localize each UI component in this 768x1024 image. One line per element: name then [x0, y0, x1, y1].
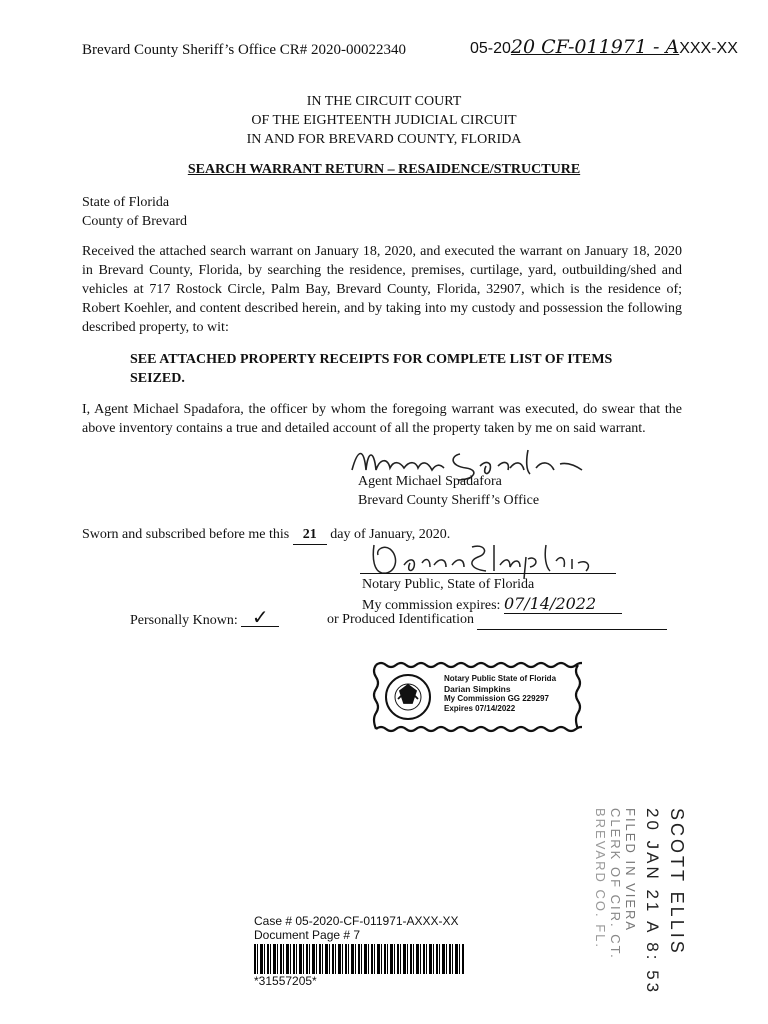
case-handwritten: 20 CF-011971 - A: [510, 36, 680, 58]
footer-page: Document Page # 7: [254, 928, 361, 942]
court-line-1: IN THE CIRCUIT COURT: [306, 94, 462, 109]
produced-id-label: or Produced Identification: [327, 612, 474, 627]
personally-known: [130, 607, 279, 630]
court-line-3: IN AND FOR BREVARD COUNTY, FLORIDA: [246, 132, 522, 147]
body-paragraph: Received the attached search warrant on January 18, 2020, and executed the warrant on January 18, 2020 in Brevard County, Florida, by searching the residence, premises, curtilage, yard, outbuilding/shed and vehicles at 717 Rostock Circle, Palm Bay, Brevard County, Florida, 32907, which is the residence of; Robert Koehler, and content described herein, and by taking into my custody and possession the following described property, to wit:: [82, 244, 682, 335]
venue-county: County of Brevard: [82, 214, 187, 229]
filed-col-5: BREVARD CO. FL.: [593, 808, 608, 950]
stamp-line-4: Expires 07/14/2022: [444, 704, 516, 713]
document-title: [0, 160, 768, 179]
see-attached-notice: SEE ATTACHED PROPERTY RECEIPTS FOR COMPLETE LIST OF ITEMS SEIZED.: [130, 352, 613, 386]
footer: [254, 914, 464, 988]
notary-commission-label: My commission expires:: [362, 598, 501, 613]
agent-block: [358, 472, 539, 510]
barcode-text: *31557205*: [254, 974, 317, 988]
filed-stamp: [567, 808, 687, 1008]
stamp-text: [444, 674, 556, 714]
court-heading: [0, 92, 768, 149]
notary-title: Notary Public, State of Florida: [362, 577, 535, 592]
court-line-2: OF THE EIGHTEENTH JUDICIAL CIRCUIT: [251, 113, 517, 128]
sworn-prefix: Sworn and subscribed before me this: [82, 527, 290, 542]
barcode: [254, 944, 464, 974]
header-cr-number: Brevard County Sheriff’s Office CR# 2020-00022340: [82, 42, 406, 58]
filed-col-4: CLERK OF CIR. CT.: [608, 808, 623, 960]
sworn-suffix: day of January, 2020.: [330, 527, 451, 542]
case-prefix: 05-20: [470, 40, 511, 57]
agent-office: Brevard County Sheriff’s Office: [358, 493, 540, 508]
filed-col-2: 20 JAN 21 A 8: 53: [643, 808, 662, 996]
case-suffix: XXX-XX: [679, 40, 738, 57]
sworn-day: 21: [293, 525, 327, 545]
filed-col-1: SCOTT ELLIS: [667, 808, 687, 956]
filed-col-3: FILED IN VIERA: [623, 808, 638, 933]
footer-case: Case # 05-2020-CF-011971-AXXX-XX: [254, 914, 459, 928]
venue: [82, 193, 187, 231]
notary-stamp: [372, 661, 582, 733]
produced-id-blank: [477, 610, 667, 630]
oath-paragraph: I, Agent Michael Spadafora, the officer by whom the foregoing warrant was executed, do swear that the above inventory contains a true and detailed account of all the property taken by me on said warrant.: [82, 402, 682, 436]
document-title-text: SEARCH WARRANT RETURN – RESAIDENCE/STRUCTURE: [187, 162, 581, 177]
notary-signature-line: [360, 573, 616, 574]
header-case-number: [470, 36, 738, 58]
venue-state: State of Florida: [82, 195, 170, 210]
produced-identification: [327, 610, 667, 630]
stamp-line-2: Darian Simpkins: [444, 684, 511, 694]
agent-name: Agent Michael Spadafora: [358, 474, 502, 489]
personally-known-label: Personally Known:: [130, 613, 238, 628]
stamp-line-1: Notary Public State of Florida: [444, 674, 557, 683]
notary-commission-date: 07/14/2022: [504, 594, 622, 614]
personally-known-mark: ✓: [241, 610, 279, 627]
stamp-line-3: My Commission GG 229297: [444, 694, 549, 703]
